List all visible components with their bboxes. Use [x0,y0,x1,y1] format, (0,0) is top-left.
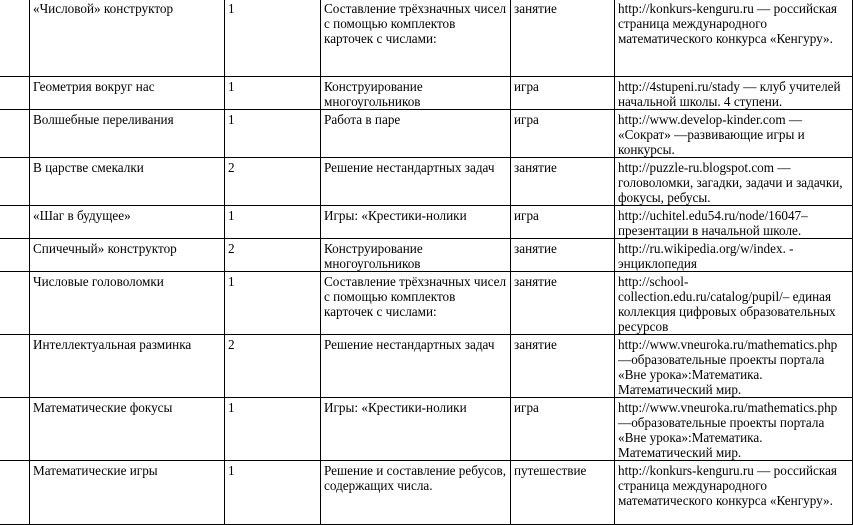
form-cell: занятие [511,0,615,77]
content-cell: Конструирование многоугольников [321,77,511,110]
topic-cell: В царстве смекалки [30,158,225,206]
resource-cell[interactable]: http://www.vneuroka.ru/mathematics.php —образовательные проекты портала «Вне урока»:Математика. Математический мир. [615,398,853,461]
form-cell: занятие [511,239,615,272]
topic-cell: Математические фокусы [30,398,225,461]
row-number-cell [0,239,30,272]
resource-cell[interactable]: http://puzzle-ru.blogspot.com — головоломки, загадки, задачи и задачки, фокусы, ребусы. [615,158,853,206]
row-number-cell [0,77,30,110]
content-cell: Решение нестандартных задач [321,335,511,398]
hours-cell: 2 [225,158,321,206]
content-cell: Решение и составление ребусов, содержащих числа. [321,461,511,525]
topic-cell: «Шаг в будущее» [30,206,225,239]
hours-cell: 1 [225,398,321,461]
resource-cell[interactable]: http://4stupeni.ru/stady — клуб учителей начальной школы. 4 ступени. [615,77,853,110]
form-cell: занятие [511,335,615,398]
content-cell: Составление трёхзначных чисел с помощью комплектов карточек с числами: [321,272,511,335]
table-row [0,77,853,110]
content-cell: Решение нестандартных задач [321,158,511,206]
hours-cell: 1 [225,0,321,77]
content-cell: Игры: «Крестики-нолики [321,206,511,239]
row-number-cell [0,335,30,398]
content-cell: Работа в паре [321,110,511,158]
row-number-cell [0,398,30,461]
form-cell: занятие [511,272,615,335]
resource-cell[interactable]: http://konkurs-kenguru.ru — российская страница международного математического конкурса «Кенгуру». [615,461,853,525]
row-number-cell [0,206,30,239]
resource-cell[interactable]: http://ru.wikipedia.org/w/index. - энциклопедия [615,239,853,272]
resource-cell[interactable]: http://school-collection.edu.ru/catalog/pupil/– единая коллекция цифровых образовательных ресурсов [615,272,853,335]
table-row [0,0,853,77]
topic-cell: Волшебные переливания [30,110,225,158]
form-cell: игра [511,206,615,239]
table-row [0,239,853,272]
resource-cell[interactable]: http://www.develop-kinder.com — «Сократ» —развивающие игры и конкурсы. [615,110,853,158]
row-number-cell [0,110,30,158]
topic-cell: Геометрия вокруг нас [30,77,225,110]
table-row [0,272,853,335]
form-cell: занятие [511,158,615,206]
table-row [0,206,853,239]
hours-cell: 1 [225,77,321,110]
topic-cell: Числовые головоломки [30,272,225,335]
content-cell: Игры: «Крестики-нолики [321,398,511,461]
hours-cell: 2 [225,335,321,398]
resource-cell[interactable]: http://uchitel.edu54.ru/node/16047– презентации в начальной школе. [615,206,853,239]
table-row [0,158,853,206]
resource-cell[interactable]: http://www.vneuroka.ru/mathematics.php —образовательные проекты портала «Вне урока»:Математика. Математический мир. [615,335,853,398]
topic-cell: «Числовой» конструктор [30,0,225,77]
topic-cell: Интеллектуальная разминка [30,335,225,398]
topic-cell: Спичечный» конструктор [30,239,225,272]
hours-cell: 2 [225,239,321,272]
row-number-cell [0,158,30,206]
hours-cell: 1 [225,206,321,239]
content-cell: Составление трёхзначных чисел с помощью комплектов карточек с числами: [321,0,511,77]
table-row [0,110,853,158]
form-cell: игра [511,110,615,158]
hours-cell: 1 [225,272,321,335]
form-cell: игра [511,398,615,461]
content-cell: Конструирование многоугольников [321,239,511,272]
resource-cell[interactable]: http://konkurs-kenguru.ru — российская страница международного математического конкурса «Кенгуру». [615,0,853,77]
table-row [0,398,853,461]
form-cell: путешествие [511,461,615,525]
table-row [0,461,853,525]
topic-cell: Математические игры [30,461,225,525]
hours-cell: 1 [225,110,321,158]
row-number-cell [0,272,30,335]
hours-cell: 1 [225,461,321,525]
row-number-cell [0,461,30,525]
form-cell: игра [511,77,615,110]
table-row [0,335,853,398]
row-number-cell [0,0,30,77]
